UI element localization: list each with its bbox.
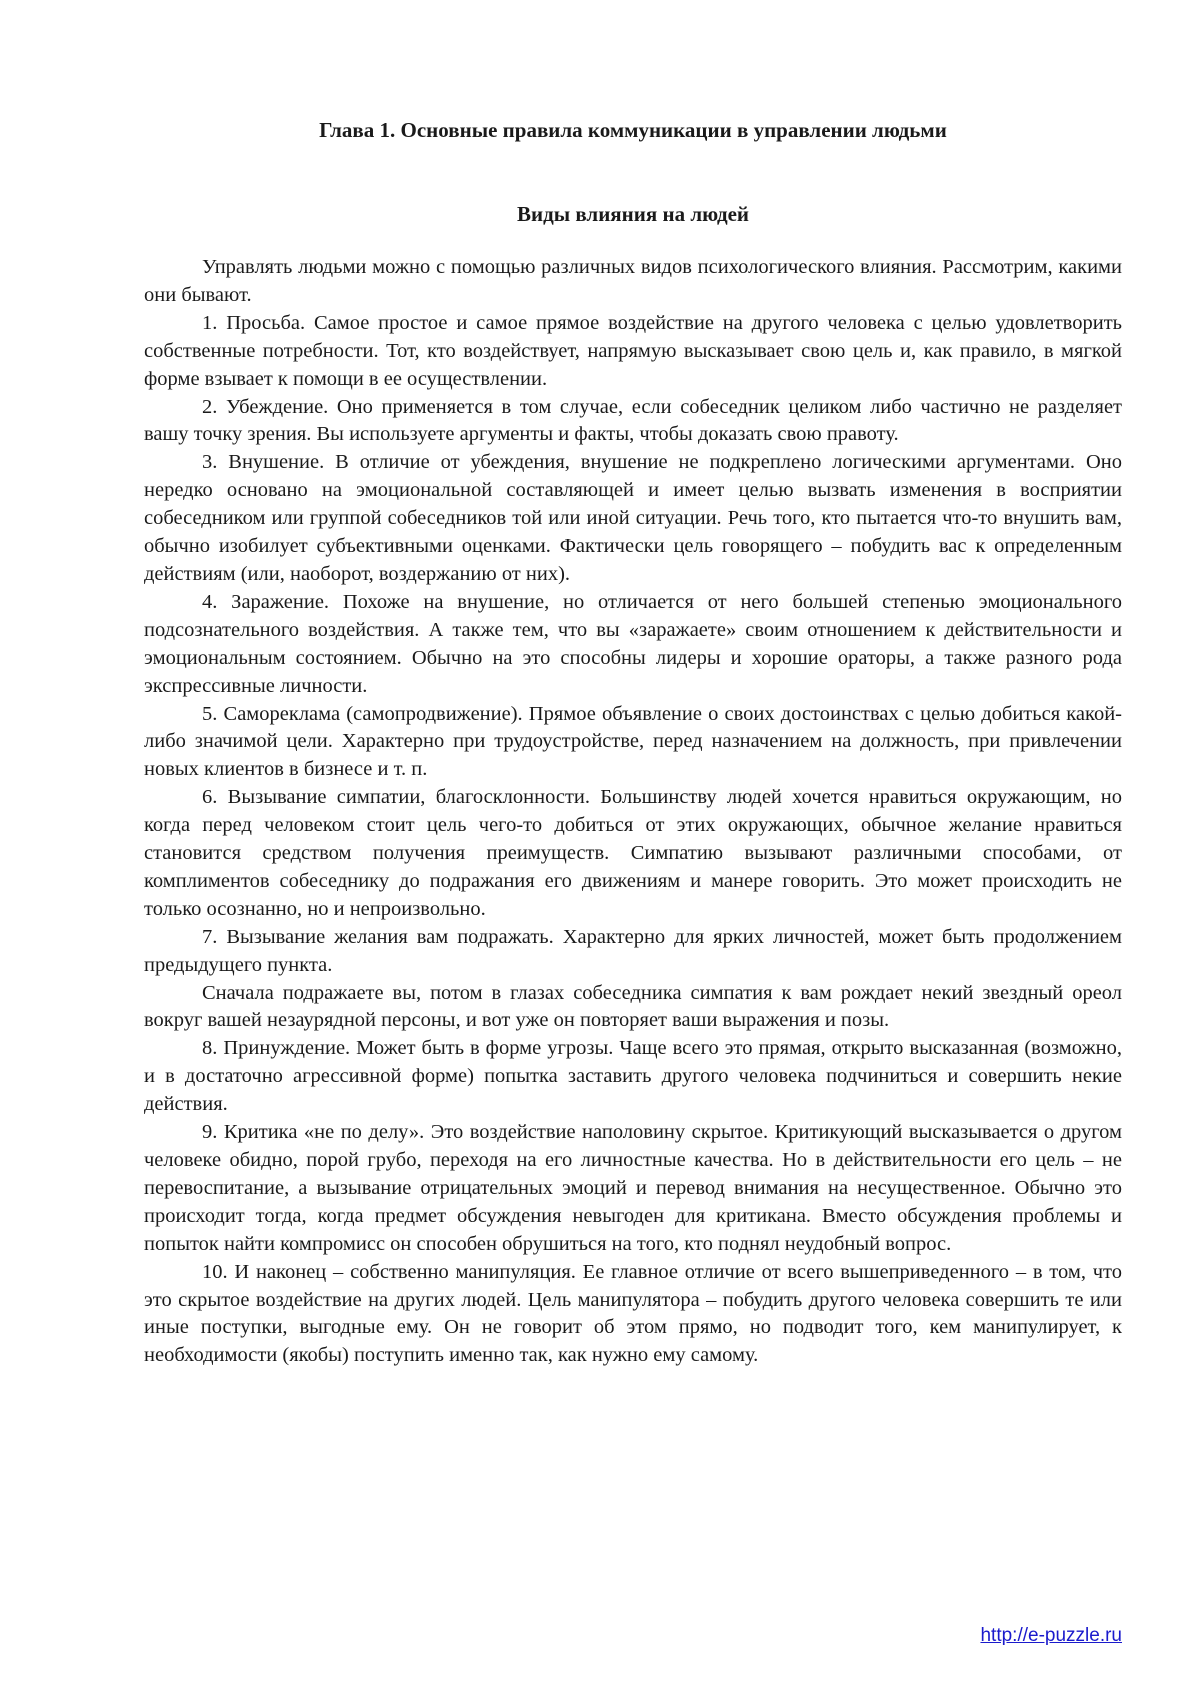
paragraph-item-7: 7. Вызывание желания вам подражать. Характерно для ярких личностей, может быть продолжением предыдущего пункта. <box>144 925 1122 976</box>
paragraph-intro: Управлять людьми можно с помощью различных видов психологического влияния. Рассмотрим, какими они бывают. <box>144 256 1122 306</box>
paragraph-item-8: 8. Принуждение. Может быть в форме угрозы. Чаще всего это прямая, открыто высказанная (возможно, и в достаточно агрессивной форме) попытка заставить другого человека подчиниться и совершить некие действия. <box>144 1037 1122 1116</box>
paragraph-item-6: 6. Вызывание симпатии, благосклонности. Большинству людей хочется нравиться окружающим, но когда перед человеком стоит цель чего-то добиться от этих окружающих, обычное желание нравиться становится средством получения преимуществ. Симпатию вызывают различными способами, от комплиментов собеседнику до подражания его движениям и манере говорить. Это может происходить не только осознанно, но и непроизвольно. <box>144 786 1122 920</box>
chapter-title: Глава 1. Основные правила коммуникации в управлении людьми <box>319 118 947 142</box>
paragraph-item-7-continued: Сначала подражаете вы, потом в глазах собеседника симпатия к вам рождает некий звездный ореол вокруг вашей незаурядной персоны, и вот уже он повторяет ваши выражения и позы. <box>144 981 1122 1032</box>
paragraph-item-2: 2. Убеждение. Оно применяется в том случае, если собеседник целиком либо частично не разделяет вашу точку зрения. Вы используете аргументы и факты, чтобы доказать свою правоту. <box>144 395 1122 446</box>
paragraph-item-9: 9. Критика «не по делу». Это воздействие наполовину скрытое. Критикующий высказывается о другом человеке обидно, порой грубо, переходя на его личностные качества. Но в действительности его цель – не перевоспитание, а вызывание отрицательных эмоций и перевод внимания на несущественное. Обычно это происходит тогда, когда предмет обсуждения невыгоден для критикана. Вместо обсуждения проблемы и попыток найти компромисс он способен обрушиться на того, кто поднял неудобный вопрос. <box>144 1121 1122 1255</box>
paragraph-item-10: 10. И наконец – собственно манипуляция. Ее главное отличие от всего вышеприведенного – в том, что это скрытое воздействие на других людей. Цель манипулятора – побудить другого человека совершить те или иные поступки, выгодные ему. Он не говорит об этом прямо, но подводит того, кем манипулирует, к необходимости (якобы) поступить именно так, как нужно ему самому. <box>144 1260 1122 1367</box>
paragraph-item-3: 3. Внушение. В отличие от убеждения, внушение не подкреплено логическими аргументами. Оно нередко основано на эмоциональной составляющей и имеет целью вызвать изменения в восприятии собеседником или группой собеседников той или иной ситуации. Речь того, кто пытается что-то внушить вам, обычно изобилует субъективными оценками. Фактически цель говорящего – побудить вас к определенным действиям (или, наоборот, воздержанию от них). <box>144 451 1122 585</box>
paragraph-item-4: 4. Заражение. Похоже на внушение, но отличается от него большей степенью эмоционального подсознательного воздействия. А также тем, что вы «заражаете» своим отношением к действительности и эмоциональным состоянием. Обычно на это способны лидеры и хорошие ораторы, а также разного рода экспрессивные личности. <box>144 590 1122 697</box>
paragraph-item-1: 1. Просьба. Самое простое и самое прямое воздействие на другого человека с целью удовлетворить собственные потребности. Тот, кто воздействует, напрямую высказывает свою цель и, как правило, в мягкой форме взывает к помощи в ее осуществлении. <box>144 311 1122 390</box>
section-title: Виды влияния на людей <box>516 202 749 226</box>
body-text <box>144 254 1122 1370</box>
footer-site-link[interactable]: http://e-puzzle.ru <box>980 1625 1122 1646</box>
paragraph-item-5: 5. Самореклама (самопродвижение). Прямое объявление о своих достоинствах с целью добиться какой-либо значимой цели. Характерно при трудоустройстве, перед назначением на должность, при привлечении новых клиентов в бизнесе и т. п. <box>144 702 1122 781</box>
